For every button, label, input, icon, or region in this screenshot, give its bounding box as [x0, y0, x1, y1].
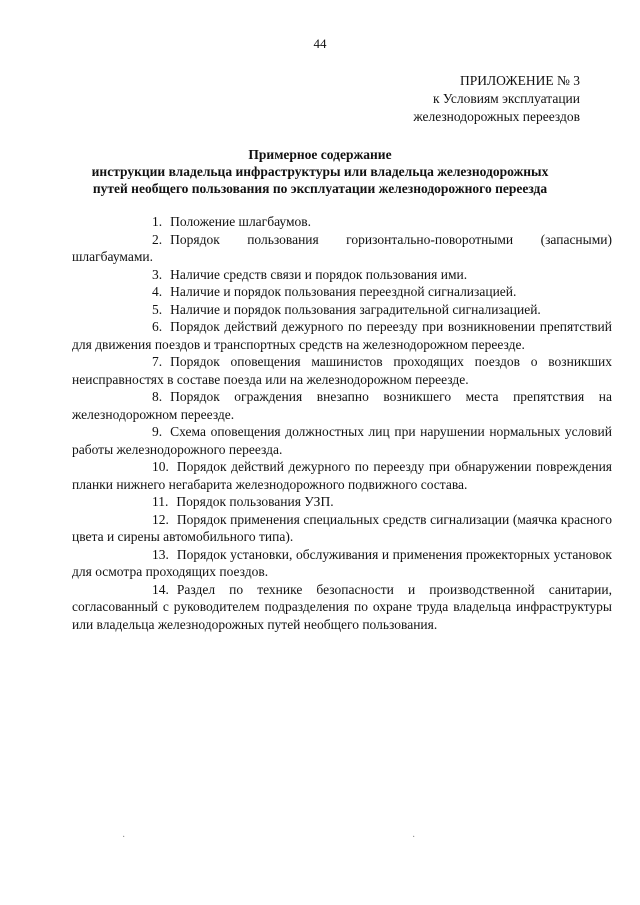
- item-number: 14.: [152, 581, 169, 597]
- item-text: Раздел по технике безопасности и производственной санитарии, согласованный с руководителем подразделения по охране труда владельца инфраструктуры или владельца железнодорожных путей необщего пользования.: [72, 581, 612, 632]
- appendix-line-2: железнодорожных переездов: [413, 109, 580, 124]
- appendix-header: [380, 72, 580, 126]
- list-item: [72, 388, 612, 423]
- item-text: Положение шлагбаумов.: [170, 214, 312, 229]
- item-number: 10.: [152, 459, 169, 474]
- item-number: 11.: [152, 494, 169, 509]
- item-number: 4.: [152, 284, 163, 299]
- heading-line-2: инструкции владельца инфраструктуры или владельца железнодорожных: [91, 164, 549, 179]
- list-item: [72, 231, 612, 266]
- item-text: Порядок установки, обслуживания и применения прожекторных установок для осмотра проходящих поездов.: [72, 546, 612, 579]
- item-text: Порядок ограждения внезапно возникшего места препятствия на железнодорожном переезде.: [72, 389, 612, 422]
- appendix-line-1: к Условиям эксплуатации: [433, 91, 580, 106]
- item-number: 5.: [152, 301, 163, 317]
- list-item: [72, 266, 612, 284]
- item-text: Схема оповещения должностных лиц при нарушении нормальных условий работы железнодорожного переезда.: [72, 424, 612, 457]
- scan-artifact: ·: [122, 832, 126, 843]
- list-item: [72, 301, 612, 319]
- item-text: Порядок оповещения машинистов проходящих поездов о возникших неисправностях в составе поезда или на железнодорожном переезде.: [72, 354, 612, 387]
- heading-line-3: путей необщего пользования по эксплуатации железнодорожного переезда: [92, 181, 548, 196]
- item-number: 7.: [152, 354, 163, 369]
- item-number: 2.: [152, 231, 163, 247]
- list-item: [72, 423, 612, 458]
- list-item: [72, 581, 612, 634]
- item-text: Порядок действий дежурного по переезду при возникновении препятствий для движения поездов и транспортных средств на железнодорожном переезде.: [72, 319, 612, 352]
- list-item: [72, 493, 612, 511]
- item-text: Наличие средств связи и порядок пользования ими.: [170, 266, 468, 282]
- instruction-items-list: [72, 213, 612, 633]
- item-text: Порядок применения специальных средств сигнализации (маячка красного цвета и сирены автомобильного типа).: [72, 511, 612, 544]
- item-number: 3.: [152, 266, 163, 282]
- item-text: Порядок пользования УЗП.: [176, 494, 334, 509]
- list-item: [72, 283, 612, 301]
- item-number: 8.: [152, 389, 163, 404]
- scan-artifact: ·: [412, 832, 416, 843]
- heading-line-1: Примерное содержание: [248, 147, 392, 162]
- list-item: [72, 546, 612, 581]
- list-item: [72, 213, 612, 231]
- item-number: 1.: [152, 214, 163, 229]
- list-item: [72, 511, 612, 546]
- item-number: 6.: [152, 319, 163, 334]
- item-text: Наличие и порядок пользования переездной сигнализацией.: [170, 284, 517, 299]
- item-text: Наличие и порядок пользования заградительной сигнализацией.: [170, 301, 541, 317]
- item-number: 12.: [152, 511, 169, 527]
- list-item: [72, 353, 612, 388]
- item-text: Порядок действий дежурного по переезду при обнаружении повреждения планки нижнего негабарита железнодорожного подвижного состава.: [72, 459, 612, 492]
- item-number: 9.: [152, 424, 163, 439]
- item-text: Порядок пользования горизонтально-поворотными (запасными) шлагбаумами.: [72, 231, 612, 264]
- list-item: [72, 458, 612, 493]
- document-heading: [60, 146, 580, 197]
- item-number: 13.: [152, 546, 169, 562]
- page-number: 44: [313, 36, 327, 51]
- list-item: [72, 318, 612, 353]
- appendix-title: ПРИЛОЖЕНИЕ № 3: [459, 73, 580, 88]
